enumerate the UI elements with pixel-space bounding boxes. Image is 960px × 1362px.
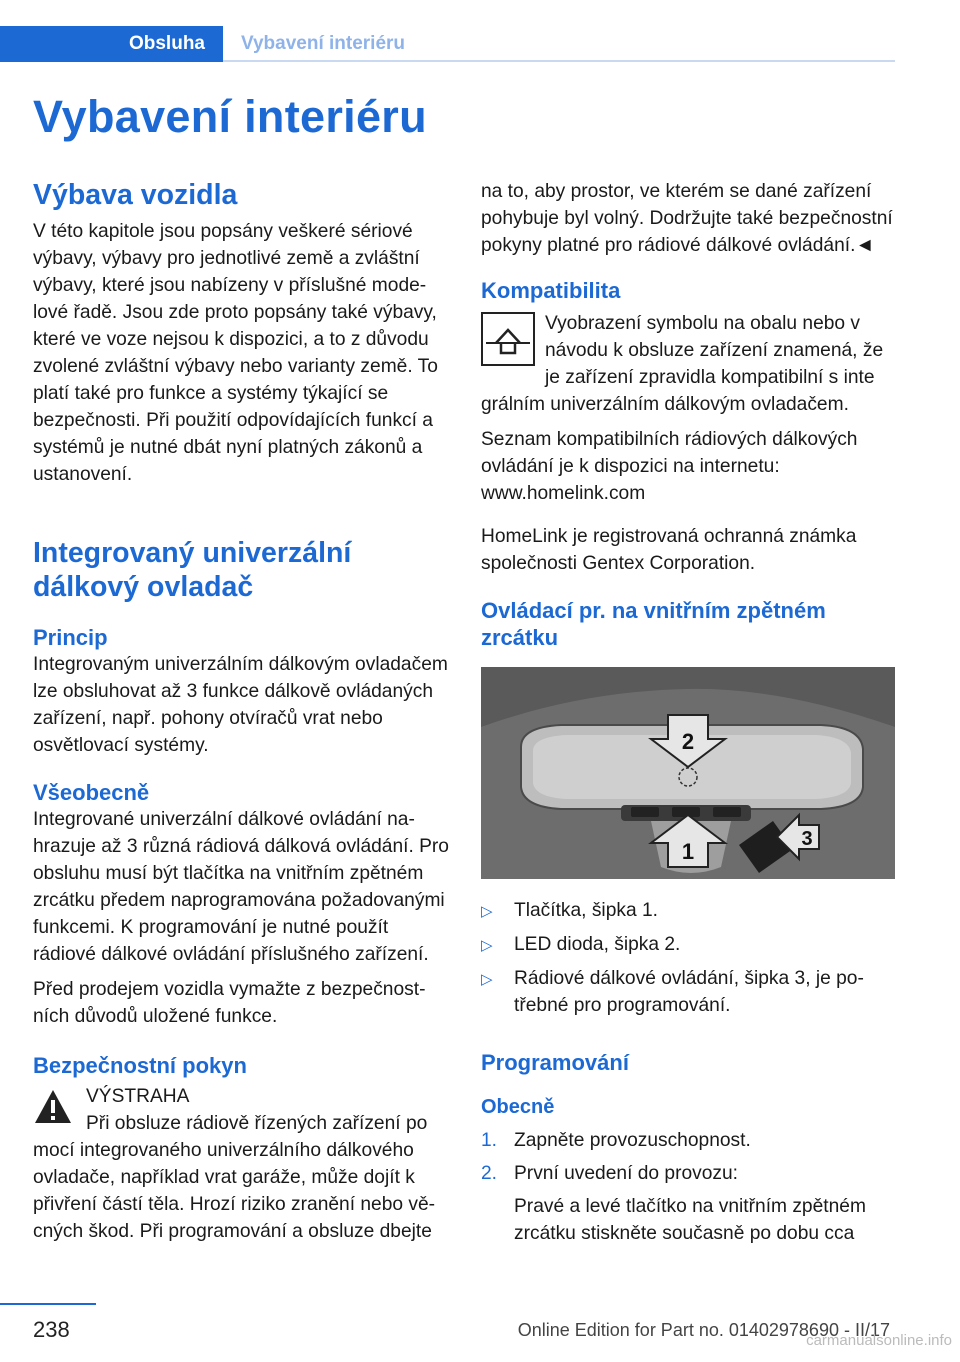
right-column [481,178,895,1247]
heading-kompatibilita: Kompatibilita [481,278,621,303]
step-text-1: Zapněte provozuschopnost. [514,1130,751,1151]
heading-programovani: Programování [481,1050,629,1075]
list-item [481,1160,895,1187]
heading-obecne: Obecně [481,1096,555,1118]
bullet-text-2: LED dioda, šipka 2. [514,934,681,955]
list-item [481,931,895,959]
list-item [481,1127,895,1154]
heading-bezpecnost: Bezpečnostní pokyn [33,1053,247,1078]
continuation-paragraph: na to, aby prostor, ve kterém se dané zařízení pohybuje byl volný. Dodržujte také bezpečnostní pokyny platné pro rádiové dálkové ovládání.◄ [481,181,893,256]
step-text-2: První uvedení do provozu: [514,1163,738,1184]
vseobecne-paragraph: Integrované univerzální dálkové ovládání nahrazuje až 3 různá rádiová dálková ovládání. Pro obsluhu musí být tlačítka na vnitřním zpětném zrcátku předem naprogramována požadovanými funkcemi. K programování je nutné použít rádiové dálkové ovládání příslušného zařízení. [33,809,449,965]
homelink-paragraph: HomeLink je registrovaná ochranná známka společnosti Gentex Corporation. [481,526,857,574]
watermark: carmanualsonline.info [806,1332,952,1349]
prodej-paragraph: Před prodejem vozidla vymažte z bezpečnostních důvodů uložené funkce. [33,979,426,1027]
header-rule [223,60,895,62]
heading-vybava: Výbava vozidla [33,179,238,211]
arrow-label-2: 2 [681,729,695,754]
step-number: 1. [481,1130,498,1151]
left-column [33,178,451,1245]
arrow-label-1: 1 [681,839,695,864]
footer-rule [0,1303,96,1305]
warning-first-line: Při obsluze rádiově řízených zařízení po [86,1113,428,1134]
princip-paragraph: Integrovaným univerzálním dálkovým ovladačem lze obsluhovat až 3 funkce dálkově ovládaných zařízení, např. pohony otvíračů vrat nebo osvětlovací systémy. [33,654,448,756]
list-item [481,897,895,925]
legend-list [481,897,895,1019]
heading-vseobecne: Všeobecně [33,780,150,805]
bullet-text-1: Tlačítka, šipka 1. [514,900,658,921]
list-item [481,965,895,1019]
chapter-title: Vybavení interiéru [33,91,427,142]
homelink-symbol-icon [481,312,535,366]
step2-detail: Pravé a levé tlačítko na vnitřním zpětném zrcátku stiskněte současně po dobu cca [514,1196,866,1244]
chapter-tab-label: Vybavení interiéru [241,33,406,54]
page-number: 238 [33,1317,70,1342]
vybava-paragraph: V této kapitole jsou popsány veškeré sériové výbavy, výbavy pro jednotlivé země a zvláštní výbavy, které jsou nabízeny v příslušné modelové řadě. Jsou zde proto popsány také výbavy, které ve voze nejsou k dispozici, a to z důvodu zvolené zvláštní výbavy nebo varianty země. To platí také pro funkce a systémy týkající se bezpečnosti. Při použití odpovídajících funkcí a systémů je nutné dbát nyní platných zákonů a ustanovení. [33,221,438,485]
compat-block [481,310,895,391]
mirror-figure [481,667,895,879]
seznam-paragraph: Seznam kompatibilních rádiových dálkových ovládání je k dispozici na internetu: [481,429,858,477]
triangle-bullet-icon: ▷ [481,903,493,920]
warning-triangle-icon [33,1087,73,1127]
step-number: 2. [481,1163,498,1184]
steps-list [481,1127,895,1247]
triangle-bullet-icon: ▷ [481,937,493,954]
warning-text: mocí integrovaného univerzálního dálkového ovladače, například vrat garáže, může dojít k přivření částí těla. Hrozí riziko zranění nebo věcných škod. Při programování a obsluze dbejte [33,1140,436,1242]
section-tab-label: Obsluha [128,33,205,54]
warning-block [33,1083,451,1137]
homelink-url[interactable]: www.homelink.com [481,483,646,504]
compat-paragraph-rest: grálním univerzálním dálkovým ovladačem. [481,394,849,415]
edition-note: Online Edition for Part no. 01402978690 - II/17 [517,1320,890,1340]
arrow-label-3: 3 [801,828,813,850]
section-tab[interactable] [0,26,223,62]
chapter-tab[interactable] [241,26,405,62]
compat-paragraph: Vyobrazení symbolu na obalu nebo v návodu k obsluze zařízení znamená, že je zařízení zpravidla kompatibilní s inte [545,313,884,388]
warning-label: VÝSTRAHA [86,1086,190,1107]
triangle-bullet-icon: ▷ [481,971,493,988]
bullet-text-3: Rádiové dálkové ovládání, šipka 3, je potřebné pro programování. [514,968,864,1016]
heading-integrovany: Integrovaný univerzální dálkový ovladač [33,537,352,603]
heading-princip: Princip [33,625,108,650]
heading-ovladaci: Ovládací pr. na vnitřním zpětném zrcátku [481,598,826,650]
